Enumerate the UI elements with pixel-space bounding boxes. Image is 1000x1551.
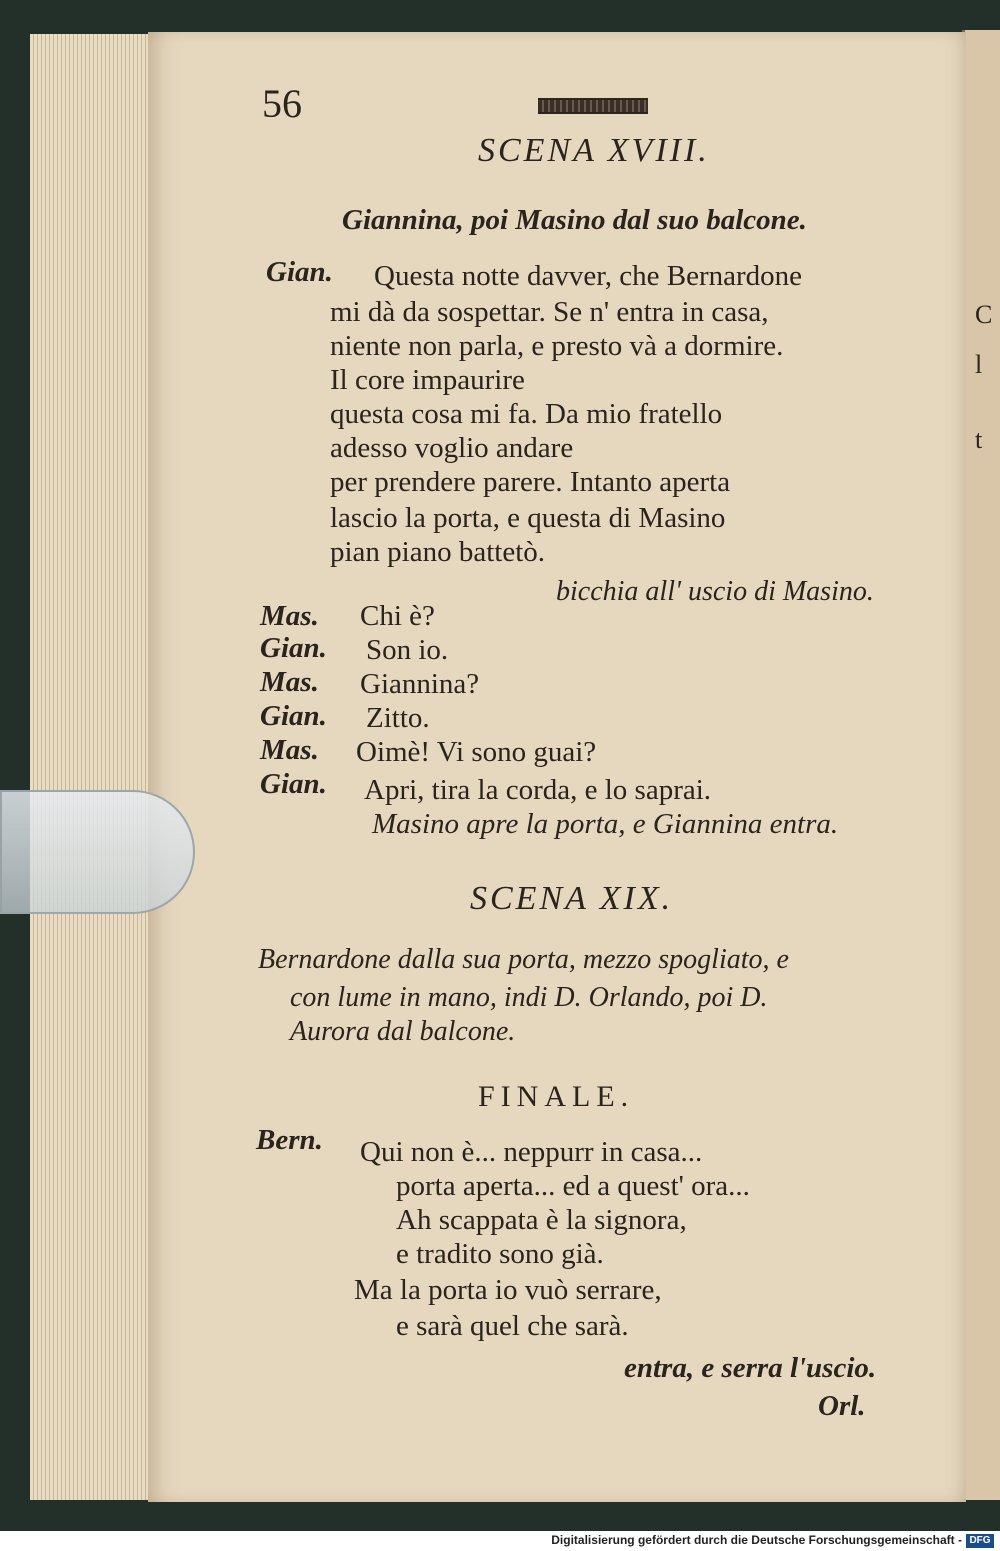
verse-line: mi dà da sospettar. Se n' entra in casa,	[330, 296, 769, 328]
verse-line: Questa notte davver, che Bernardone	[374, 260, 803, 292]
verse-line: pian piano battetò.	[330, 536, 546, 568]
finale-title: FINALE.	[478, 1080, 635, 1113]
verse-line: Ah scappata è la signora,	[396, 1204, 687, 1236]
header-ornament	[538, 98, 648, 114]
footer-bar	[0, 1531, 1000, 1551]
stage-direction: Aurora dal balcone.	[290, 1016, 516, 1047]
speaker-label: Bern.	[256, 1124, 323, 1156]
footer-credit: Digitalisierung gefördert durch die Deutsche Forschungsgemeinschaft -	[551, 1533, 962, 1547]
verse-line: e sarà quel che sarà.	[396, 1310, 629, 1342]
verse-line: Qui non è... neppurr in casa...	[360, 1136, 703, 1168]
speaker-label: Gian.	[266, 256, 333, 288]
facing-page-fragment: l	[975, 350, 983, 379]
stage-direction: entra, e serra l'uscio.	[624, 1352, 877, 1384]
page-number: 56	[262, 81, 302, 126]
stage-direction: bicchia all' uscio di Masino.	[556, 576, 874, 607]
verse-line: adesso voglio andare	[330, 432, 574, 464]
page-stack-edge	[30, 34, 160, 1500]
stage-direction: con lume in mano, indi D. Orlando, poi D.	[290, 982, 768, 1013]
speaker-label: Gian.	[260, 700, 327, 732]
speaker-label: Mas.	[260, 734, 319, 766]
dialogue-line: Son io.	[366, 634, 449, 666]
verse-line: Il core impaurire	[330, 364, 525, 396]
verse-line: per prendere parere. Intanto aperta	[330, 466, 731, 498]
dfg-logo: DFG	[966, 1534, 994, 1548]
verse-line: niente non parla, e presto và a dormire.	[330, 330, 784, 362]
speaker-label: Gian.	[260, 632, 327, 664]
dialogue-line: Apri, tira la corda, e lo saprai.	[364, 774, 712, 806]
facing-page-edge	[962, 30, 1000, 1500]
dialogue-line: Giannina?	[360, 668, 480, 700]
scene-title: SCENA XIX.	[470, 880, 674, 917]
speaker-label: Mas.	[260, 600, 319, 632]
verse-line: lascio la porta, e questa di Masino	[330, 502, 726, 534]
verse-line: e tradito sono già.	[396, 1238, 604, 1270]
verse-line: porta aperta... ed a quest' ora...	[396, 1170, 750, 1202]
verse-line: Ma la porta io vuò serrare,	[354, 1274, 662, 1306]
catchword: Orl.	[818, 1390, 866, 1422]
page-clip	[0, 790, 195, 914]
verse-line: questa cosa mi fa. Da mio fratello	[330, 398, 723, 430]
dialogue-line: Chi è?	[360, 600, 435, 632]
stage-direction: Bernardone dalla sua porta, mezzo spogliato, e	[258, 944, 789, 975]
speaker-label: Mas.	[260, 666, 319, 698]
dialogue-line: Zitto.	[366, 702, 430, 734]
dialogue-line: Oimè! Vi sono guai?	[356, 736, 597, 768]
speaker-label: Gian.	[260, 768, 327, 800]
facing-page-fragment: C	[975, 300, 993, 329]
scene-title: SCENA XVIII.	[478, 132, 710, 169]
stage-direction: Masino apre la porta, e Giannina entra.	[372, 808, 839, 840]
stage-direction: Giannina, poi Masino dal suo balcone.	[342, 204, 807, 236]
facing-page-fragment: t	[975, 425, 983, 454]
